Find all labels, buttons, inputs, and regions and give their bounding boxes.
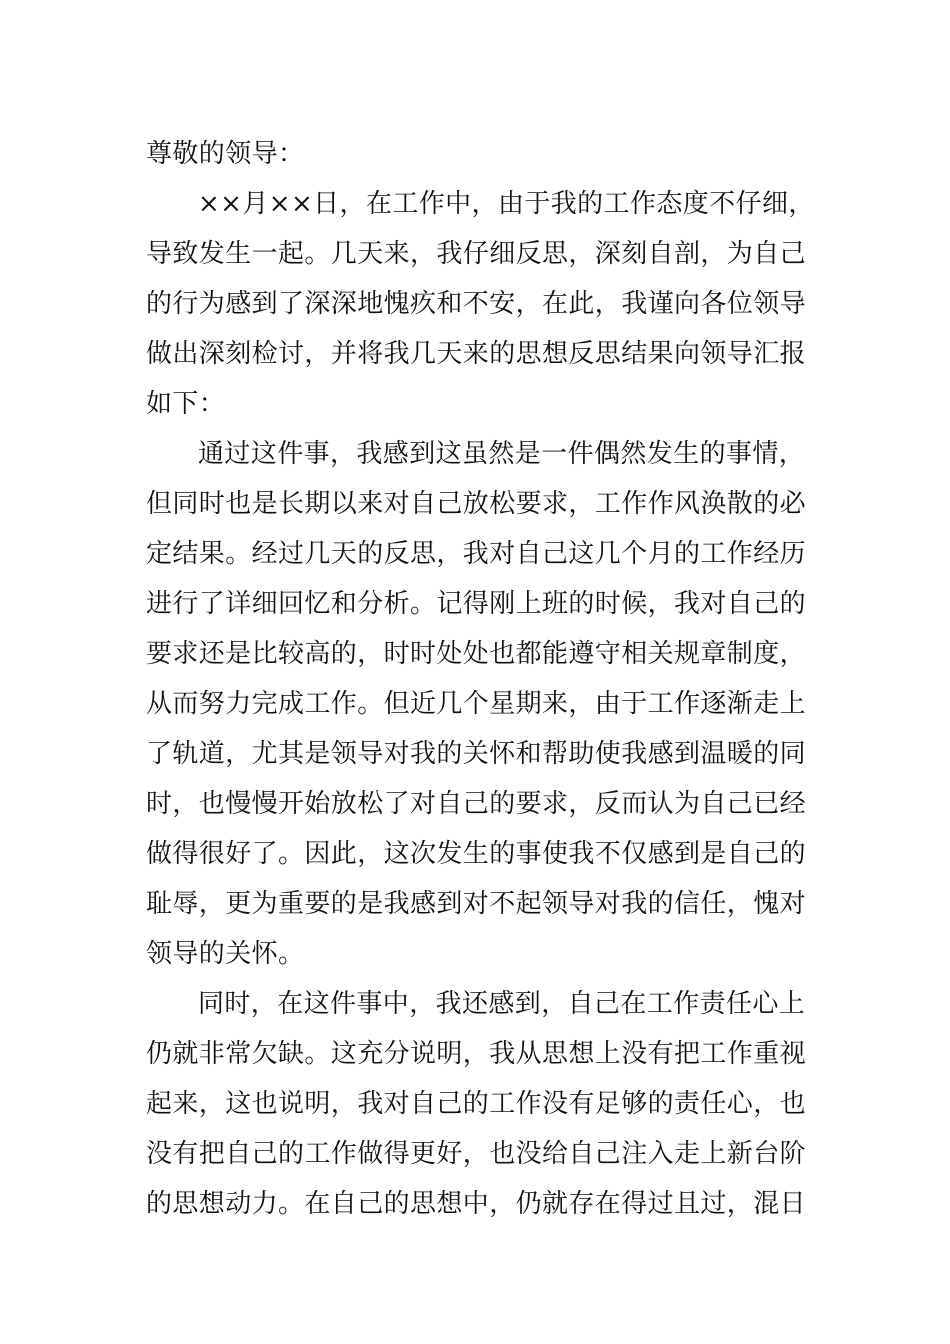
paragraph-1-line-1: ××月××日，在工作中，由于我的工作态度不仔细， — [198, 189, 815, 219]
paragraph-2-line-1: 通过这件事，我感到这虽然是一件偶然发生的事情， — [198, 439, 806, 469]
paragraph-2-line-6: 从而努力完成工作。但近几个星期来，由于工作逐渐走上 — [146, 689, 807, 719]
paragraph-2-line-9: 做得很好了。因此，这次发生的事使我不仅感到是自己的 — [146, 839, 807, 869]
paragraph-2-line-7: 了轨道，尤其是领导对我的关怀和帮助使我感到温暖的同 — [146, 739, 807, 769]
paragraph-2-line-4: 进行了详细回忆和分析。记得刚上班的时候，我对自己的 — [146, 589, 807, 619]
paragraph-2-line-10: 耻辱，更为重要的是我感到对不起领导对我的信任，愧对 — [146, 889, 807, 919]
paragraph-2-line-8: 时，也慢慢开始放松了对自己的要求，反而认为自己已经 — [146, 789, 807, 819]
paragraph-3-line-3: 起来，这也说明，我对自己的工作没有足够的责任心，也 — [146, 1089, 807, 1119]
paragraph-2-line-2: 但同时也是长期以来对自己放松要求，工作作风涣散的必 — [146, 489, 807, 519]
paragraph-1-line-3: 的行为感到了深深地愧疚和不安，在此，我谨向各位领导 — [146, 289, 807, 319]
paragraph-3-line-4: 没有把自己的工作做得更好，也没给自己注入走上新台阶 — [146, 1139, 807, 1169]
paragraph-2-line-5: 要求还是比较高的，时时处处也都能遵守相关规章制度， — [146, 639, 807, 669]
salutation: 尊敬的领导： — [146, 139, 305, 169]
paragraph-2-line-3: 定结果。经过几天的反思，我对自己这几个月的工作经历 — [146, 539, 807, 569]
paragraph-1-line-4: 做出深刻检讨，并将我几天来的思想反思结果向领导汇报 — [146, 339, 807, 369]
paragraph-3-line-5: 的思想动力。在自己的思想中，仍就存在得过且过，混日 — [146, 1189, 807, 1219]
paragraph-3-line-2: 仍就非常欠缺。这充分说明，我从思想上没有把工作重视 — [146, 1039, 807, 1069]
paragraph-2-line-11: 领导的关怀。 — [146, 939, 305, 969]
paragraph-1-line-2: 导致发生一起。几天来，我仔细反思，深刻自剖，为自己 — [146, 239, 807, 269]
paragraph-1-line-5: 如下： — [146, 389, 226, 419]
paragraph-3-line-1: 同时，在这件事中，我还感到，自己在工作责任心上 — [198, 989, 806, 1019]
